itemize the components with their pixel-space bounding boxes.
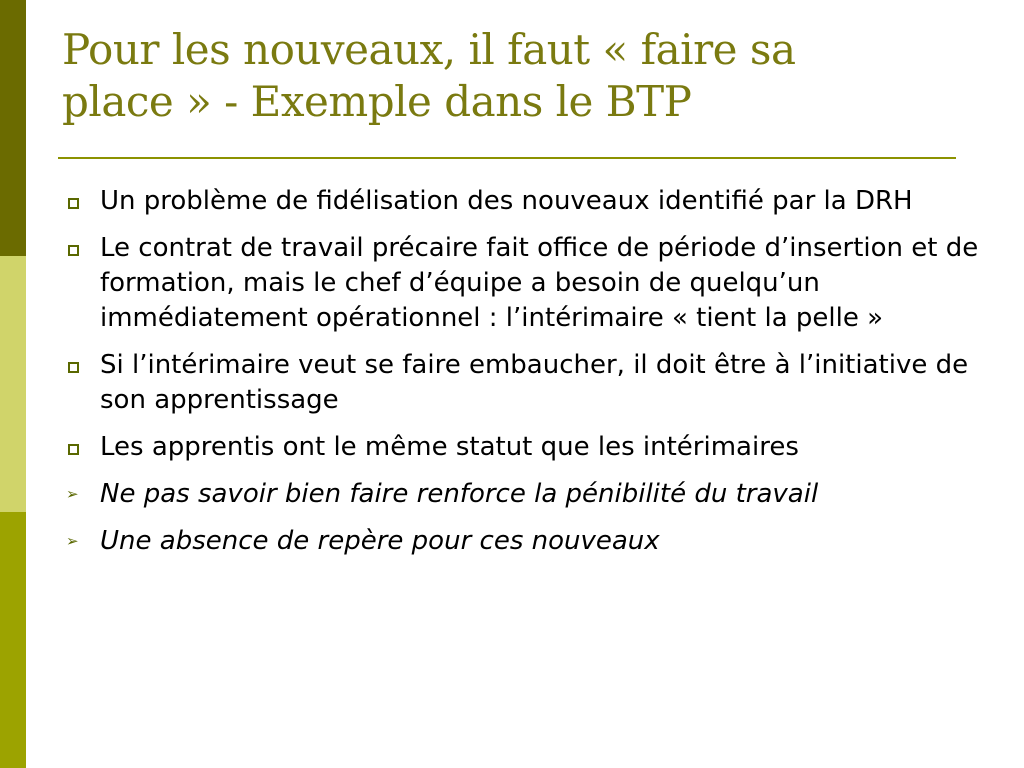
slide-title-line-2: place » - Exemple dans le BTP [62, 77, 692, 126]
bullet-text: Les apprentis ont le même statut que les intérimaires [100, 432, 799, 462]
arrowhead-bullet-icon: ➢ [66, 532, 79, 550]
bullet-item [62, 184, 987, 219]
sidebar-segment-mid [0, 512, 26, 768]
slide-title [62, 24, 962, 128]
bullet-text: Le contrat de travail précaire fait office de période d’insertion et de formation, mais le chef d’équipe a besoin de quelqu’un immédiatement opérationnel : l’intérimaire « tient la pelle » [100, 233, 979, 333]
bullet-item [62, 477, 987, 512]
square-outline-bullet-icon [66, 348, 86, 383]
sidebar-segment-dark [0, 0, 26, 256]
slide-title-line-1: Pour les nouveaux, il faut « faire sa [62, 25, 796, 74]
bullet-text: Si l’intérimaire veut se faire embaucher, il doit être à l’initiative de son apprentissage [100, 350, 969, 415]
bullet-list [62, 184, 987, 571]
sidebar-decoration [0, 0, 26, 768]
square-outline-bullet-icon [66, 430, 86, 465]
sidebar-segment-light [0, 256, 26, 512]
square-outline-bullet-icon [66, 184, 86, 219]
bullet-text: Un problème de fidélisation des nouveaux identifié par la DRH [100, 186, 913, 216]
title-underline [58, 157, 956, 159]
square-outline-bullet-icon [66, 231, 86, 266]
bullet-text: Ne pas savoir bien faire renforce la pénibilité du travail [100, 479, 819, 509]
bullet-item [62, 524, 987, 559]
bullet-text: Une absence de repère pour ces nouveaux [100, 526, 660, 556]
arrowhead-bullet-icon: ➢ [66, 485, 79, 503]
bullet-item [62, 348, 987, 418]
bullet-item [62, 430, 987, 465]
bullet-item [62, 231, 987, 336]
